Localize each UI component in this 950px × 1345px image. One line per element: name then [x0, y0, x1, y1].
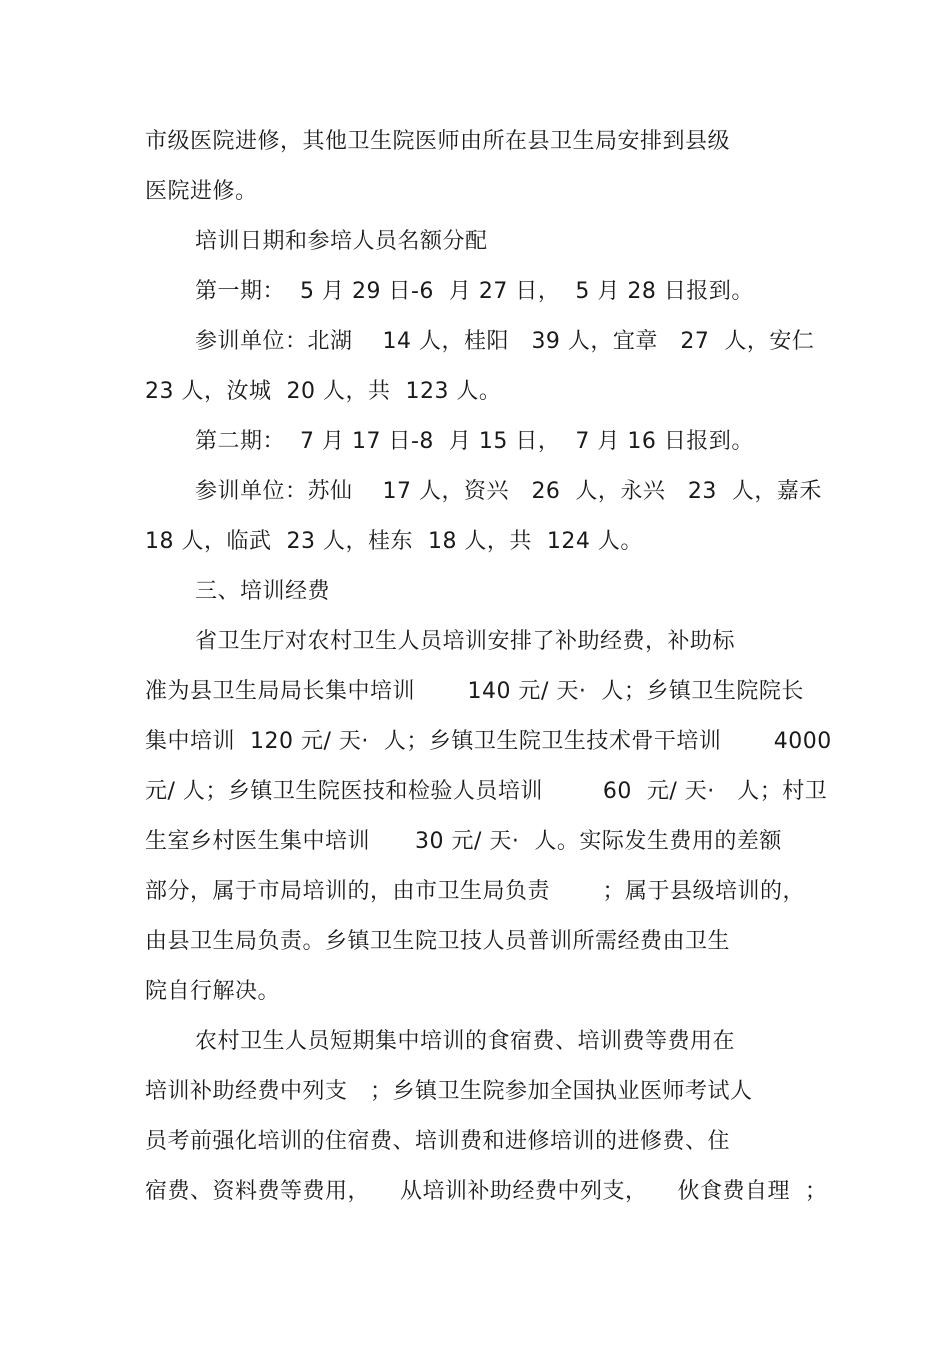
text-line: 部分，属于市局培训的，由市卫生局负责 ；属于县级培训的， — [145, 879, 805, 904]
text-line: 23 人，汝城 20 人，共 123 人。 — [145, 379, 502, 404]
text-line: 准为县卫生局局长集中培训 140 元/ 天· 人；乡镇卫生院院长 — [145, 679, 804, 704]
text-line: 生室乡村医生集中培训 30 元/ 天· 人。实际发生费用的差额 — [145, 829, 782, 854]
text-line: 市级医院进修，其他卫生院医师由所在县卫生局安排到县级 — [145, 129, 731, 154]
text-line: 集中培训 120 元/ 天· 人；乡镇卫生院卫生技术骨干培训 4000 — [145, 729, 832, 754]
text-line: 医院进修。 — [145, 179, 258, 204]
text-line: 宿费、资料费等费用， 从培训补助经费中列支， 伙食费自理 ； — [145, 1179, 828, 1204]
text-line: 省卫生厅对农村卫生人员培训安排了补助经费，补助标 — [195, 629, 736, 654]
text-line: 第一期： 5 月 29 日-6 月 27 日， 5 月 28 日报到。 — [195, 279, 754, 304]
text-line: 第二期： 7 月 17 日-8 月 15 日， 7 月 16 日报到。 — [195, 429, 754, 454]
text-line: 农村卫生人员短期集中培训的食宿费、培训费等费用在 — [195, 1029, 736, 1054]
section-heading: 三、培训经费 — [195, 579, 331, 604]
text-line: 元/ 人；乡镇卫生院医技和检验人员培训 60 元/ 天· 人；村卫 — [145, 779, 828, 804]
text-line: 参训单位：北湖 14 人，桂阳 39 人，宜章 27 人，安仁 — [195, 329, 815, 354]
text-line: 院自行解决。 — [145, 979, 281, 1004]
text-line: 培训补助经费中列支 ；乡镇卫生院参加全国执业医师考试人 — [145, 1079, 753, 1104]
text-line: 18 人，临武 23 人，桂东 18 人，共 124 人。 — [145, 529, 643, 554]
text-line: 员考前强化培训的住宿费、培训费和进修培训的进修费、住 — [145, 1129, 731, 1154]
text-line: 由县卫生局负责。乡镇卫生院卫技人员普训所需经费由卫生 — [145, 929, 731, 954]
section-heading: 培训日期和参培人员名额分配 — [195, 229, 488, 254]
text-line: 参训单位：苏仙 17 人，资兴 26 人，永兴 23 人，嘉禾 — [195, 479, 822, 504]
